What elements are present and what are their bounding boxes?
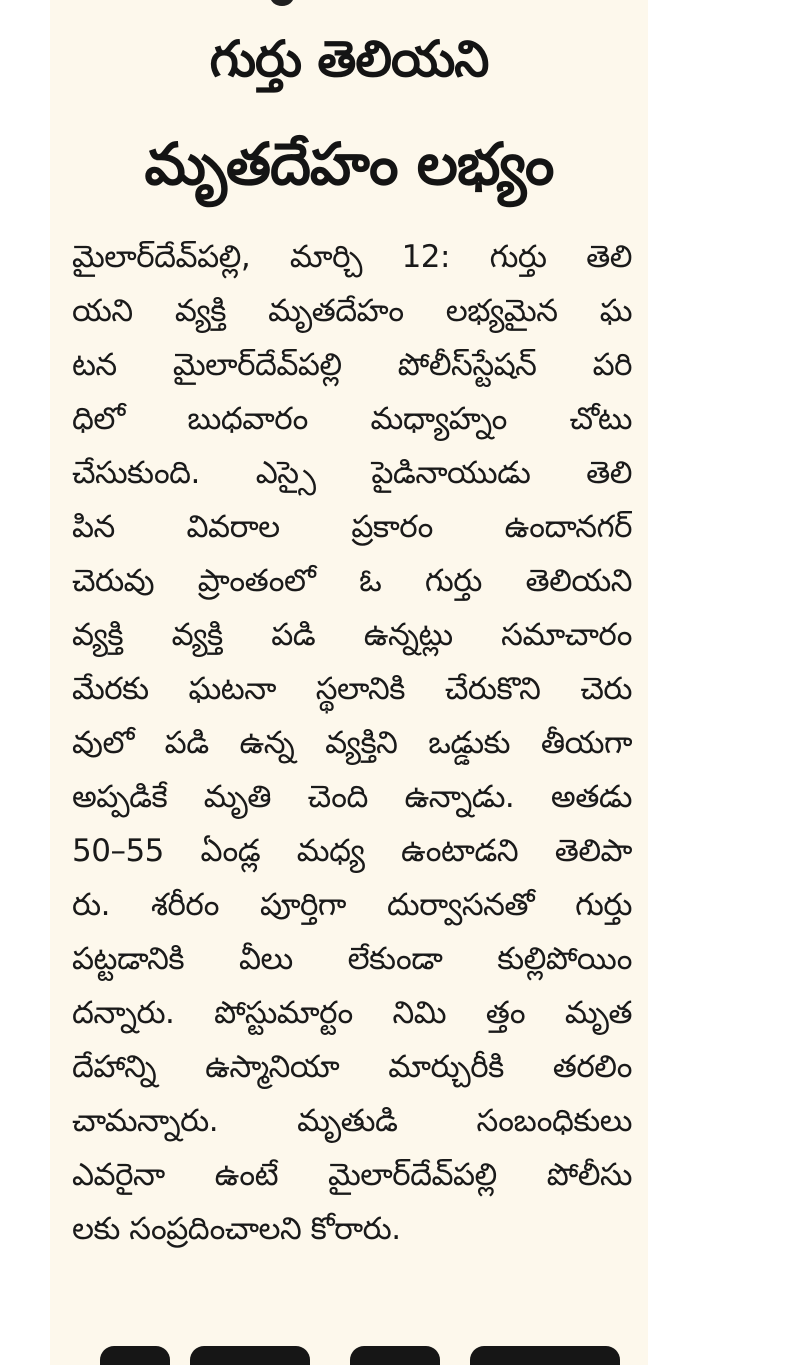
- body-line: వ్యక్తి వ్యక్తి పడి ఉన్నట్లు సమాచారం: [72, 617, 632, 653]
- headline-line-2: మృతదేహం లభ్యం: [144, 130, 554, 198]
- body-line: చామన్నారు. మృతుడి సంబంధికులు: [72, 1103, 632, 1139]
- body-line: మేరకు ఘటనా స్థలానికి చేరుకొని చెరు: [72, 671, 632, 707]
- body-line: 50–55 ఏండ్ల మధ్య ఉంటాడని తెలిపా: [72, 833, 632, 869]
- body-line: ఎవరైనా ఉంటే మైలార్‌దేవ్‌పల్లి పోలీసు: [72, 1157, 632, 1193]
- headline-line-1: గుర్తు తెలియని: [209, 30, 489, 88]
- body-line: వులో పడి ఉన్న వ్యక్తిని ఒడ్డుకు తీయగా: [72, 725, 632, 761]
- body-line: యని వ్యక్తి మృతదేహం లభ్యమైన ఘ: [72, 293, 632, 329]
- article-body: [72, 230, 632, 1256]
- body-line: మైలార్‌దేవ్‌పల్లి, మార్చి 12: గుర్తు తెలి: [72, 239, 632, 275]
- body-line: టన మైలార్‌దేవ్‌పల్లి పోలీస్‌స్టేషన్ పరి: [72, 347, 632, 383]
- body-line: ధిలో బుధవారం మధ్యాహ్నం చోటు: [72, 401, 632, 437]
- body-line: పట్టడానికి వీలు లేకుండా కుల్లిపోయిం: [72, 941, 632, 977]
- body-line: చేసుకుంది. ఎస్సై పైడినాయుడు తెలి: [72, 455, 632, 491]
- body-line: రు. శరీరం పూర్తిగా దుర్వాసనతో గుర్తు: [72, 887, 632, 923]
- body-line: అప్పడికే మృతి చెంది ఉన్నాడు. అతడు: [72, 779, 632, 815]
- cropped-next-headline-fragment: [100, 1338, 620, 1365]
- body-line: లకు సంప్రదించాలని కోరారు.: [72, 1211, 401, 1247]
- body-line: చెరువు ప్రాంతంలో ఓ గుర్తు తెలియని: [72, 563, 632, 599]
- body-line: పిన వివరాల ప్రకారం ఉందానగర్: [72, 509, 632, 545]
- body-line: దన్నారు. పోస్టుమార్టం నిమి త్తం మృత: [72, 995, 632, 1031]
- body-line: దేహాన్ని ఉస్మానియా మార్చురీకి తరలిం: [72, 1049, 632, 1085]
